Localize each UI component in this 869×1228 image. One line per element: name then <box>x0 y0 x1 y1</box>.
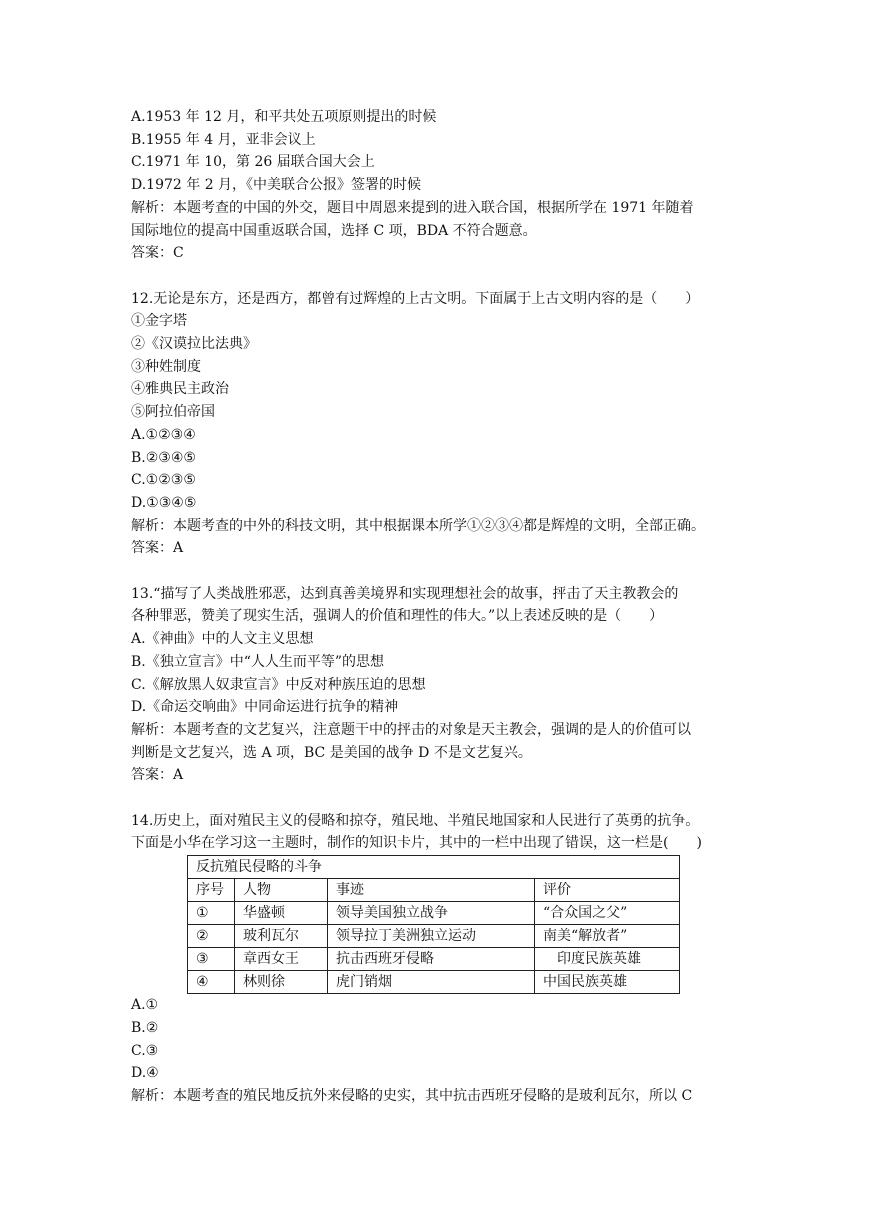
table-cell: 玻利瓦尔 <box>235 925 328 948</box>
column-header: 评价 <box>535 879 680 902</box>
q12-analysis: 解析：本题考查的中外的科技文明，其中根据课本所学①②③④都是辉煌的文明，全部正确。 <box>131 517 705 534</box>
table-cell: 林则徐 <box>235 971 328 994</box>
q12-item: ①金字塔 <box>131 313 187 330</box>
table-header-row <box>188 879 680 902</box>
table-row <box>188 948 680 971</box>
q14-option-b: B.② <box>131 1019 159 1036</box>
q14-option-a: A.① <box>131 997 159 1014</box>
table-cell: 南美“解放者” <box>535 925 680 948</box>
q13-option-d: D.《命运交响曲》中同命运进行抗争的精神 <box>131 699 399 716</box>
q12-option-c: C.①②③⑤ <box>131 472 196 489</box>
q11-option-c: C.1971 年 10，第 26 届联合国大会上 <box>131 154 375 171</box>
q11-option-b: B.1955 年 4 月，亚非会议上 <box>131 131 316 148</box>
column-header: 序号 <box>188 879 235 902</box>
table-cell: ④ <box>188 971 235 994</box>
table-cell: 章西女王 <box>235 948 328 971</box>
q12-item: ③种姓制度 <box>131 358 201 375</box>
q12-stem: 12.无论是东方，还是西方，都曾有过辉煌的上古文明。下面属于上古文明内容的是（ ） <box>131 290 700 307</box>
q12-item: ④雅典民主政治 <box>131 381 229 398</box>
column-header: 事迹 <box>328 879 535 902</box>
q14-option-d: D.④ <box>131 1065 159 1082</box>
q13-stem: 13.“描写了人类战胜邪恶，达到真善美境界和实现理想社会的故事，抨击了天主教教会的 <box>131 585 679 602</box>
q13-stem-cont: 各种罪恶，赞美了现实生活，强调人的价值和理性的伟大。”以上表述反映的是（ ） <box>131 608 664 625</box>
q13-analysis-cont: 判断是文艺复兴，选 A 项，BC 是美国的战争 D 不是文艺复兴。 <box>131 744 532 761</box>
document-page <box>131 106 741 1108</box>
q12-answer: 答案：A <box>131 540 184 557</box>
table-cell: 领导美国独立战争 <box>328 902 535 925</box>
table-cell: “合众国之父” <box>535 902 680 925</box>
column-header: 人物 <box>235 879 328 902</box>
table-cell: 领导拉丁美洲独立运动 <box>328 925 535 948</box>
q14-analysis: 解析：本题考查的殖民地反抗外来侵略的史实，其中抗击西班牙侵略的是玻利瓦尔，所以 C <box>131 1087 693 1104</box>
table-cell: 华盛顿 <box>235 902 328 925</box>
table-row <box>188 971 680 994</box>
table-title: 反抗殖民侵略的斗争 <box>188 856 680 879</box>
table-cell: 抗击西班牙侵略 <box>328 948 535 971</box>
q13-option-b: B.《独立宣言》中“人人生而平等”的思想 <box>131 653 385 670</box>
q14-stem-cont: 下面是小华在学习这一主题时，制作的知识卡片，其中的一栏中出现了错误，这一栏是( ) <box>131 835 702 852</box>
q11-analysis-cont: 国际地位的提高中国重返联合国，选择 C 项，BDA 不符合题意。 <box>131 222 537 239</box>
q13-option-c: C.《解放黑人奴隶宣言》中反对种族压迫的思想 <box>131 676 426 693</box>
table-cell: ③ <box>188 948 235 971</box>
q14-stem: 14.历史上，面对殖民主义的侵略和掠夺，殖民地、半殖民地国家和人民进行了英勇的抗争。 <box>131 812 700 829</box>
q13-option-a: A.《神曲》中的人文主义思想 <box>131 631 314 648</box>
q12-item: ⑤阿拉伯帝国 <box>131 404 215 421</box>
q12-option-a: A.①②③④ <box>131 426 196 443</box>
table-title-row <box>188 856 680 879</box>
table-cell: ② <box>188 925 235 948</box>
table-cell: 印度民族英雄 <box>535 948 680 971</box>
q12-item: ②《汉谟拉比法典》 <box>131 336 257 353</box>
table-row <box>188 902 680 925</box>
table-cell: 虎门销烟 <box>328 971 535 994</box>
q11-option-a: A.1953 年 12 月，和平共处五项原则提出的时候 <box>131 109 437 125</box>
q13-answer: 答案：A <box>131 767 184 784</box>
knowledge-card-table <box>187 855 680 994</box>
q12-option-d: D.①③④⑤ <box>131 494 197 511</box>
table-cell: 中国民族英雄 <box>535 971 680 994</box>
q11-analysis: 解析：本题考查的中国的外交，题目中周恩来提到的进入联合国，根据所学在 1971 年随着 <box>131 199 694 216</box>
q13-analysis: 解析：本题考查的文艺复兴，注意题干中的抨击的对象是天主教会，强调的是人的价值可以 <box>131 721 691 738</box>
table-row <box>188 925 680 948</box>
table-cell: ① <box>188 902 235 925</box>
q11-option-d: D.1972 年 2 月，《中美联合公报》签署的时候 <box>131 177 422 194</box>
q14-option-c: C.③ <box>131 1042 159 1059</box>
q12-option-b: B.②③④⑤ <box>131 449 196 466</box>
q11-answer: 答案：C <box>131 245 184 262</box>
